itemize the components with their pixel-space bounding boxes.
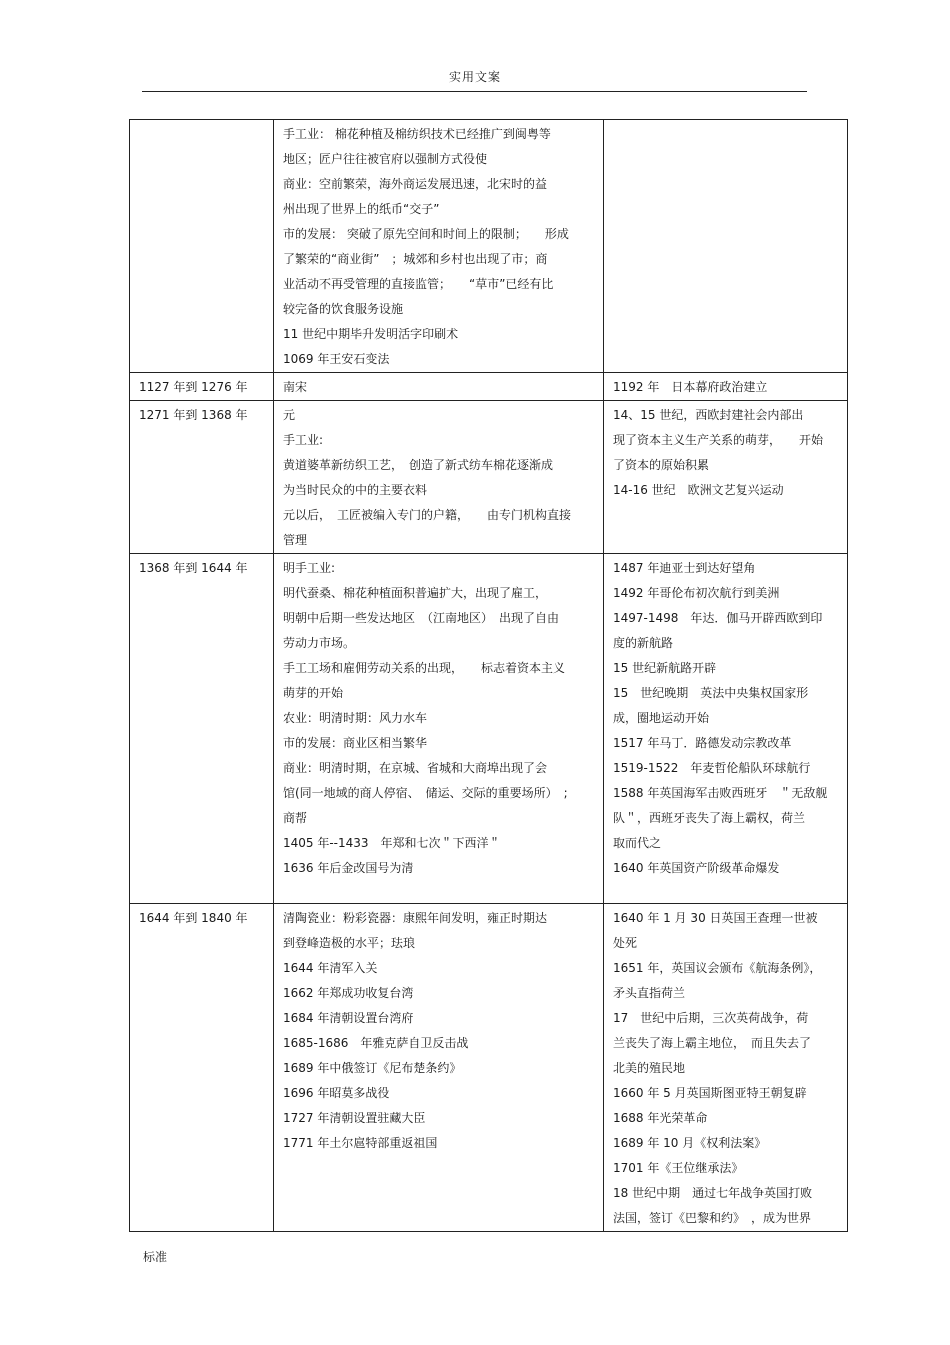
world-events-cell [604, 401, 848, 554]
china-event-line: 1689 年中俄签订《尼布楚条约》 [283, 1061, 462, 1075]
page-footer-text: 标准 [143, 1250, 168, 1264]
world-event-line: 18 世纪中期 通过七年战争英国打败 [613, 1186, 813, 1200]
world-event-line: 15 世纪晚期 英法中央集权国家形 [613, 686, 809, 700]
world-event-line: 1689 年 10 月《权利法案》 [613, 1136, 767, 1150]
china-event-line: 1405 年--1433 年郑和七次＂下西洋＂ [283, 836, 501, 850]
china-event-line: 管理 [283, 533, 308, 547]
china-event-line: 手工工场和雇佣劳动关系的出现， 标志着资本主义 [283, 661, 566, 675]
world-event-line: 1519-1522 年麦哲伦船队环球航行 [613, 761, 811, 775]
world-event-line: 1660 年 5 月英国斯图亚特王朝复辟 [613, 1086, 807, 1100]
china-event-line: 1684 年清朝设置台湾府 [283, 1011, 414, 1025]
world-event-line: 1497-1498 年达．伽马开辟西欧到印 [613, 611, 823, 625]
world-events-cell [604, 904, 848, 1232]
china-event-line: 市的发展： 突破了原先空间和时间上的限制； 形成 [283, 227, 569, 241]
history-timeline-table [129, 119, 848, 1232]
china-event-line: 市的发展：商业区相当繁华 [283, 736, 428, 750]
world-event-line: 1640 年 1 月 30 日英国王查理一世被 [613, 911, 818, 925]
china-event-line: 业活动不再受管理的直接监管； “草市”已经有比 [283, 277, 554, 291]
world-event-line: 队＂，西班牙丧失了海上霸权，荷兰 [613, 811, 806, 825]
table-row [130, 904, 848, 1232]
world-event-line: 了资本的原始积累 [613, 458, 710, 472]
china-event-line: 1685-1686 年雅克萨自卫反击战 [283, 1036, 469, 1050]
world-event-line: 处死 [613, 936, 638, 950]
china-event-line: 地区；匠户往往被官府以强制方式役使 [283, 152, 488, 166]
china-event-line: 元 [283, 408, 296, 422]
page-header-title: 实用文案 [448, 70, 501, 84]
china-event-line: 劳动力市场。 [283, 636, 356, 650]
period-cell [130, 401, 274, 554]
period-text: 1368 年到 1644 年 [139, 561, 248, 575]
world-event-line: 14-16 世纪 欧洲文艺复兴运动 [613, 483, 784, 497]
china-event-line: 州出现了世界上的纸币“交子” [283, 202, 440, 216]
china-event-line: 为当时民众的中的主要衣料 [283, 483, 428, 497]
table-row [130, 120, 848, 373]
china-event-line: 元以后， 工匠被编入专门的户籍， 由专门机构直接 [283, 508, 572, 522]
world-event-line: 矛头直指荷兰 [613, 986, 686, 1000]
china-events-cell [274, 554, 604, 904]
china-event-line: 南宋 [283, 380, 308, 394]
world-event-line: 取而代之 [613, 836, 662, 850]
world-event-line: 1701 年《王位继承法》 [613, 1161, 744, 1175]
world-event-line: 1640 年英国资产阶级革命爆发 [613, 861, 780, 875]
china-event-line: 11 世纪中期毕升发明活字印刷术 [283, 327, 459, 341]
china-event-line: 黄道婆革新纺织工艺， 创造了新式纺车棉花逐渐成 [283, 458, 554, 472]
china-events-cell [274, 120, 604, 373]
world-event-line: 1492 年哥伦布初次航行到美洲 [613, 586, 780, 600]
china-event-line: 萌芽的开始 [283, 686, 344, 700]
table-row [130, 554, 848, 904]
china-event-line: 1771 年土尔扈特部重返祖国 [283, 1136, 438, 1150]
china-event-line: 1069 年王安石变法 [283, 352, 390, 366]
table-row [130, 401, 848, 554]
china-events-cell [274, 401, 604, 554]
world-event-line: 兰丧失了海上霸主地位， 而且失去了 [613, 1036, 812, 1050]
world-event-line: 1588 年英国海军击败西班牙 ＂无敌舰 [613, 786, 828, 800]
china-event-line: 1696 年昭莫多战役 [283, 1086, 390, 1100]
world-event-line: 15 世纪新航路开辟 [613, 661, 717, 675]
china-event-line: 1727 年清朝设置驻藏大臣 [283, 1111, 426, 1125]
china-event-line: 手工业： 棉花种植及棉纺织技术已经推广到闽粤等 [283, 127, 551, 141]
period-cell [130, 373, 274, 401]
china-event-line: 1644 年清军入关 [283, 961, 378, 975]
world-event-line: 北美的殖民地 [613, 1061, 686, 1075]
period-text: 1271 年到 1368 年 [139, 408, 248, 422]
china-event-line: 了繁荣的“商业街” ；城郊和乡村也出现了市；商 [283, 252, 548, 266]
period-text: 1127 年到 1276 年 [139, 380, 248, 394]
table-row [130, 373, 848, 401]
china-event-line: 明朝中后期一些发达地区 （江南地区） 出现了自由 [283, 611, 560, 625]
world-events-cell [604, 554, 848, 904]
china-event-line: 商帮 [283, 811, 308, 825]
china-event-line: 1636 年后金改国号为清 [283, 861, 414, 875]
china-event-line: 清陶瓷业：粉彩瓷器：康熙年间发明，雍正时期达 [283, 911, 548, 925]
world-event-line: 1517 年马丁．路德发动宗教改革 [613, 736, 792, 750]
period-cell [130, 904, 274, 1232]
period-cell [130, 120, 274, 373]
period-text: 1644 年到 1840 年 [139, 911, 248, 925]
china-event-line: 明手工业: [283, 561, 336, 575]
china-event-line: 农业：明清时期：风力水车 [283, 711, 428, 725]
china-event-line: 商业：空前繁荣，海外商运发展迅速，北宋时的益 [283, 177, 548, 191]
world-events-cell [604, 120, 848, 373]
world-event-line: 法国，签订《巴黎和约》 ，成为世界 [613, 1211, 812, 1225]
world-event-line: 1487 年迪亚士到达好望角 [613, 561, 756, 575]
china-event-line: 较完备的饮食服务设施 [283, 302, 404, 316]
china-events-cell [274, 373, 604, 401]
world-event-line: 17 世纪中后期，三次英荷战争，荷 [613, 1011, 809, 1025]
china-event-line: 明代蚕桑、棉花种植面积普遍扩大，出现了雇工， [283, 586, 548, 600]
world-events-cell [604, 373, 848, 401]
header-divider [142, 91, 807, 92]
world-event-line: 1651 年，英国议会颁布《航海条例》， [613, 961, 822, 975]
china-event-line: 馆(同一地域的商人停宿、 储运、交际的重要场所） ; [283, 786, 568, 800]
timeline-table-body [130, 120, 848, 1232]
world-event-line: 成，圈地运动开始 [613, 711, 710, 725]
china-event-line: 商业：明清时期，在京城、省城和大商埠出现了会 [283, 761, 548, 775]
world-event-line: 1192 年 日本幕府政治建立 [613, 380, 768, 394]
period-cell [130, 554, 274, 904]
world-event-line: 现了资本主义生产关系的萌芽， 开始 [613, 433, 824, 447]
world-event-line: 度的新航路 [613, 636, 674, 650]
world-event-line: 14、15 世纪，西欧封建社会内部出 [613, 408, 804, 422]
world-event-line: 1688 年光荣革命 [613, 1111, 708, 1125]
china-event-line: 到登峰造极的水平；珐琅 [283, 936, 416, 950]
china-event-line: 手工业: [283, 433, 324, 447]
china-events-cell [274, 904, 604, 1232]
china-event-line: 1662 年郑成功收复台湾 [283, 986, 414, 1000]
